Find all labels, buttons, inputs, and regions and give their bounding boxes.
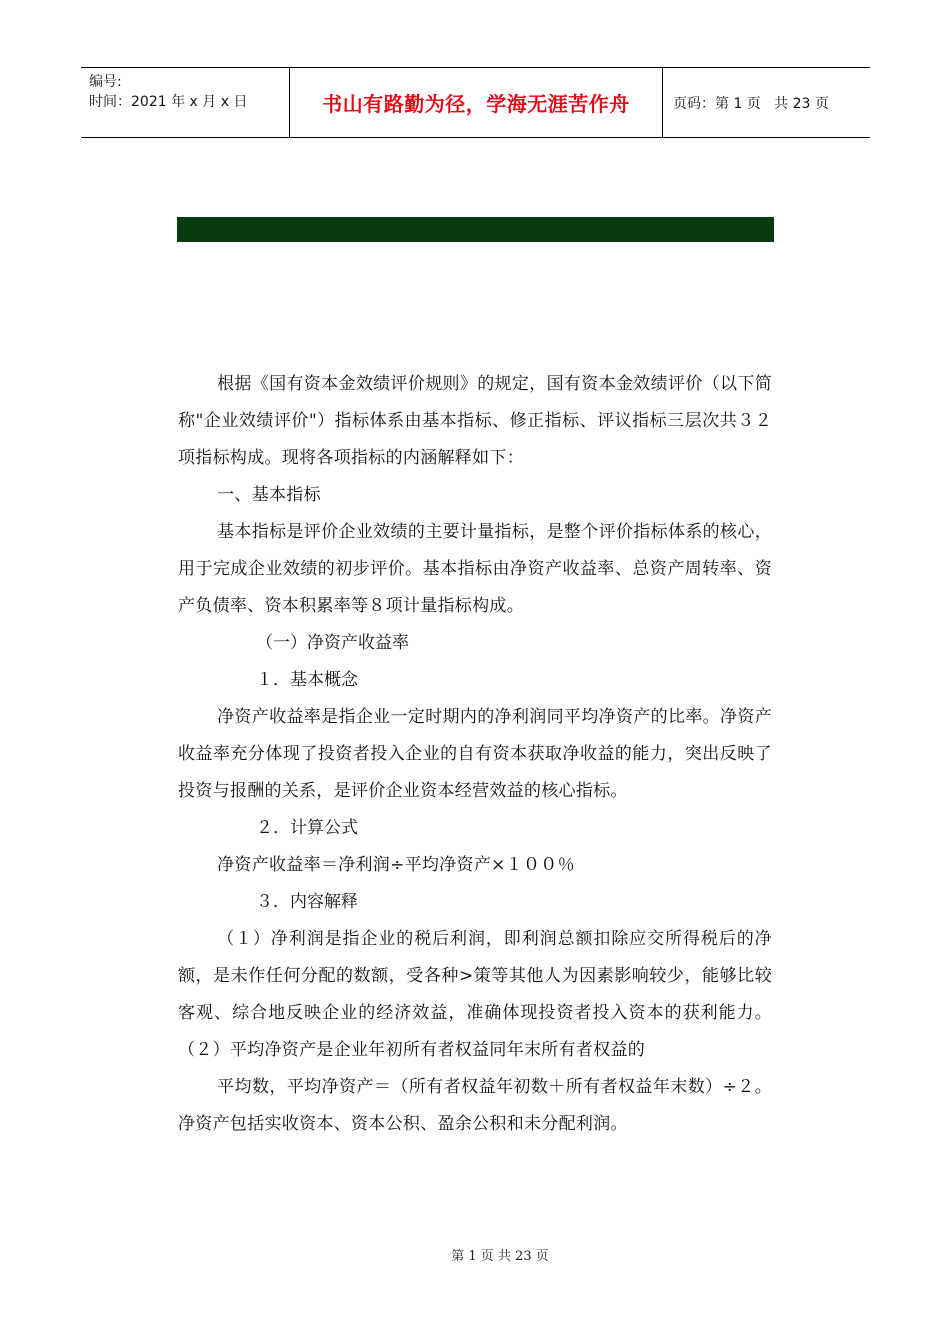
average-net-assets-paragraph: 平均数，平均净资产＝（所有者权益年初数＋所有者权益年末数）÷２。净资产包括实收资本、资本公积、盈余公积和未分配利润。: [178, 1077, 772, 1134]
roe-concept-paragraph: 净资产收益率是指企业一定时期内的净利润同平均净资产的比率。净资产收益率充分体现了投资者投入企业的自有资本获取净收益的能力，突出反映了投资与报酬的关系，是评价企业资本经营效益的核心指标。: [178, 707, 772, 801]
heading-basic-concept: １．基本概念: [256, 670, 358, 690]
header-meta: [81, 68, 290, 137]
section-heading-basic-indicators: 一、基本指标: [217, 485, 321, 505]
heading-explanation: ３．内容解释: [256, 892, 358, 912]
basic-indicators-paragraph: 基本指标是评价企业效绩的主要计量指标，是整个评价指标体系的核心，用于完成企业效绩的初步评价。基本指标由净资产收益率、总资产周转率、资产负债率、资本积累率等８项计量指标构成。: [178, 522, 772, 616]
document-time: 时间：2021 年 x 月 x 日: [89, 94, 248, 110]
subsection-heading-roe: （一）净资产收益率: [256, 633, 409, 653]
title-banner: [177, 217, 774, 242]
roe-formula: 净资产收益率＝净利润÷平均净资产×１００％: [217, 855, 575, 875]
header-motto-cell: [290, 68, 663, 137]
header-page-code: 页码：第 1 页 共 23 页: [673, 95, 829, 112]
document-number-label: 编号:: [89, 74, 122, 90]
explanation-paragraph: （１）净利润是指企业的税后利润，即利润总额扣除应交所得税后的净额，是未作任何分配的数额，受各种>策等其他人为因素影响较少，能够比较客观、综合地反映企业的经济效益，准确体现投资者投入资本的获利能力。（２）平均净资产是企业年初所有者权益同年末所有者权益的: [178, 929, 772, 1060]
heading-formula: ２．计算公式: [256, 818, 358, 838]
header-motto: 书山有路勤为径，学海无涯苦作舟: [322, 92, 630, 116]
page-footer: 第 1 页 共 23 页: [451, 1249, 549, 1264]
document-body: [178, 366, 772, 1143]
page-header: [81, 67, 870, 138]
intro-paragraph: 根据《国有资本金效绩评价规则》的规定，国有资本金效绩评价（以下简称"企业效绩评价"）指标体系由基本指标、修正指标、评议指标三层次共３２项指标构成。现将各项指标的内涵解释如下：: [178, 374, 772, 468]
